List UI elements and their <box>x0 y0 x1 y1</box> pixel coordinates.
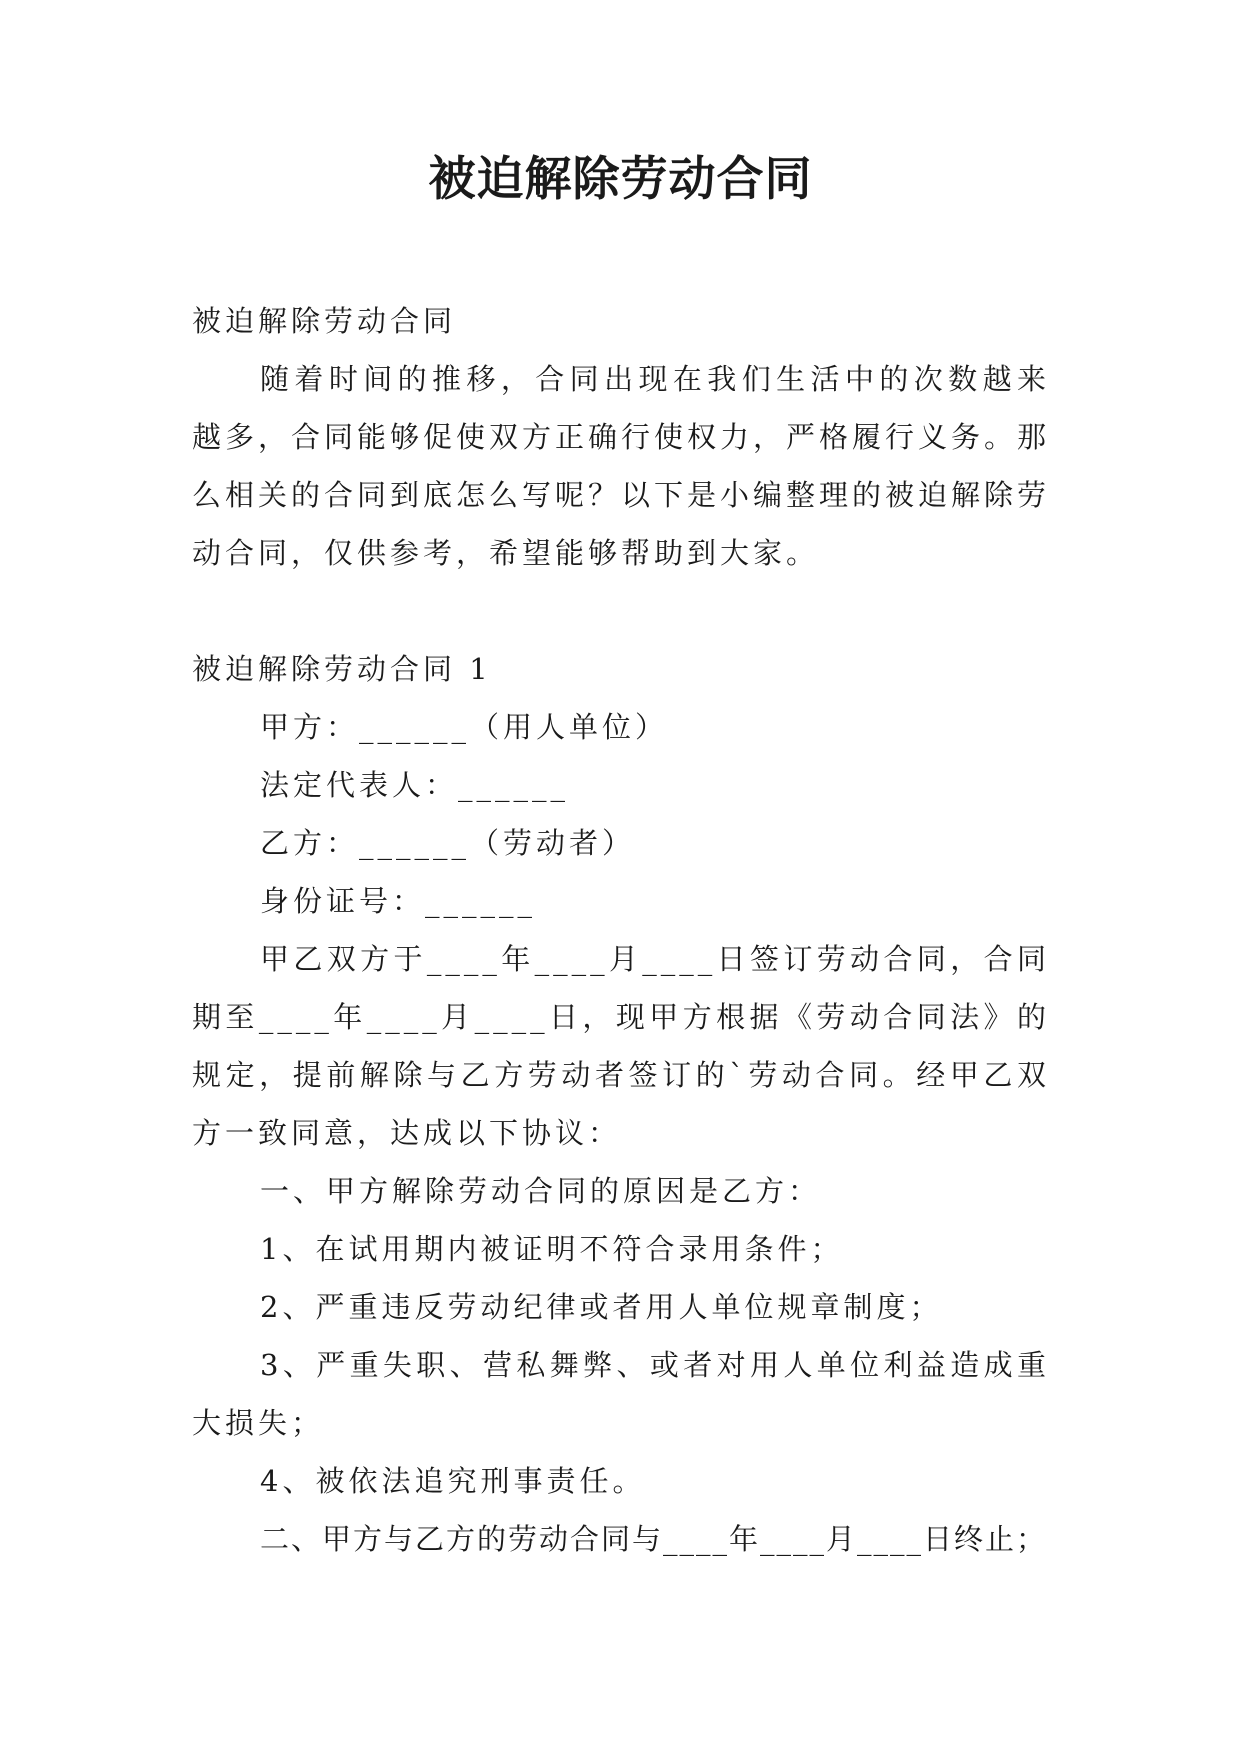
section-heading: 被迫解除劳动合同 1 <box>192 652 492 686</box>
party-b-line: 乙方：______（劳动者） <box>260 826 636 860</box>
clause-1-item-1: 1、在试用期内被证明不符合录用条件； <box>260 1232 844 1266</box>
clause-1-heading: 一、甲方解除劳动合同的原因是乙方： <box>260 1174 822 1208</box>
document-title: 被迫解除劳动合同 <box>428 152 813 207</box>
legal-representative-line: 法定代表人：______ <box>260 768 570 802</box>
clause-1-item-4: 4、被依法追究刑事责任。 <box>260 1464 646 1498</box>
clause-2: 二、甲方与乙方的劳动合同与____年____月____日终止； <box>260 1522 1048 1556</box>
document-body <box>192 292 1050 1568</box>
intro-paragraph: 随着时间的推移，合同出现在我们生活中的次数越来越多，合同能够促使双方正确行使权力，严格履行义务。那么相关的合同到底怎么写呢？以下是小编整理的被迫解除劳动合同，仅供参考，希望能够帮助到大家。 <box>192 362 1051 570</box>
signing-paragraph: 甲乙双方于____年____月____日签订劳动合同，合同期至____年____月____日，现甲方根据《劳动合同法》的规定，提前解除与乙方劳动者签订的`劳动合同。经甲乙双方一致同意，达成以下协议： <box>192 942 1050 1150</box>
clause-1-item-3: 3、严重失职、营私舞弊、或者对用人单位利益造成重大损失； <box>192 1348 1050 1440</box>
clause-1-item-2: 2、严重违反劳动纪律或者用人单位规章制度； <box>260 1290 943 1324</box>
party-a-line: 甲方：______（用人单位） <box>260 710 669 744</box>
document-subtitle: 被迫解除劳动合同 <box>192 304 457 338</box>
paragraph-spacer <box>192 582 1050 640</box>
id-number-line: 身份证号：______ <box>260 884 537 918</box>
